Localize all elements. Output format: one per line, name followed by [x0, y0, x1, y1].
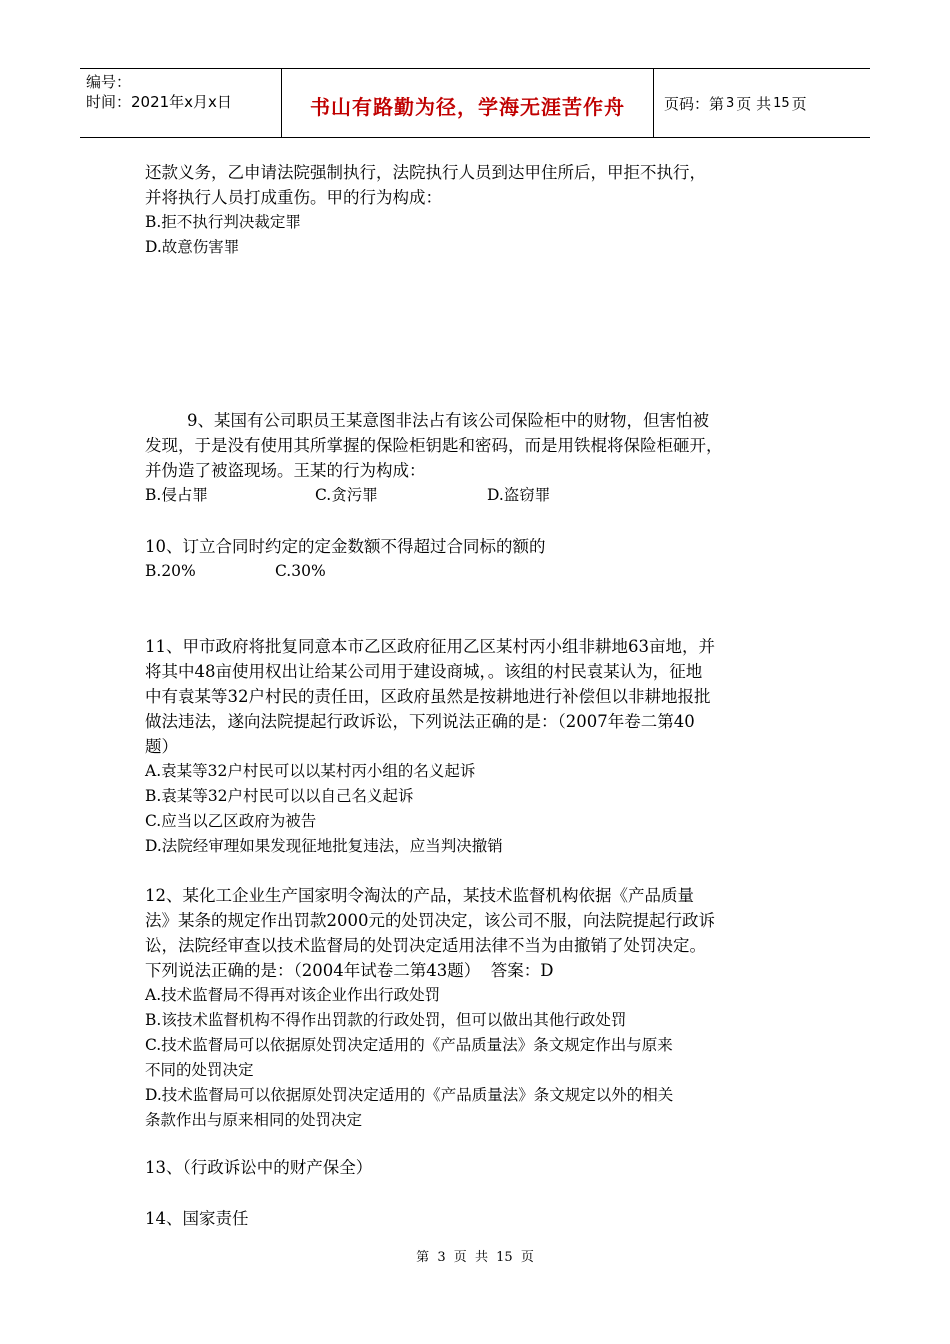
- question-12: [145, 883, 805, 1133]
- page-suffix: 页: [791, 94, 807, 113]
- question-9: [145, 408, 805, 508]
- option-line: D.故意伤害罪: [145, 238, 240, 256]
- text-line: 10、订立合同时约定的定金数额不得超过合同标的额的: [145, 537, 546, 556]
- text-line: 还款义务，乙申请法院强制执行，法院执行人员到达甲住所后，甲拒不执行，: [145, 163, 706, 182]
- option-line: C.技术监督局可以依据原处罚决定适用的《产品质量法》条文规定作出与原来: [145, 1036, 673, 1054]
- text-line: 13、（行政诉讼中的财产保全）: [145, 1158, 373, 1177]
- text-line: 并伪造了被盗现场。王某的行为构成：: [145, 461, 426, 480]
- option-d: D.盗窃罪: [487, 486, 551, 504]
- option-line: C.应当以乙区政府为被告: [145, 812, 317, 830]
- text-line: 9、某国有公司职员王某意图非法占有该公司保险柜中的财物，但害怕被: [145, 411, 709, 430]
- page-prefix: 页码：第: [664, 94, 725, 113]
- header-motto: 书山有路勤为径，学海无涯苦作舟: [310, 94, 625, 119]
- option-line: D.技术监督局可以依据原处罚决定适用的《产品质量法》条文规定以外的相关: [145, 1086, 674, 1104]
- option-b: B.20%: [145, 562, 196, 580]
- footer-total: 15: [496, 1250, 513, 1265]
- text-line: 中有袁某等32户村民的责任田，区政府虽然是按耕地进行补偿但以非耕地报批: [145, 687, 711, 706]
- text-line: 并将执行人员打成重伤。甲的行为构成：: [145, 188, 442, 207]
- footer-page-number: 3: [437, 1250, 446, 1265]
- option-line: 条款作出与原来相同的处罚决定: [145, 1111, 363, 1129]
- text-line: 12、某化工企业生产国家明令淘汰的产品，某技术监督机构依据《产品质量: [145, 886, 694, 905]
- option-c: C.贪污罪: [315, 486, 378, 504]
- page-header: [80, 68, 870, 138]
- option-line: A.袁某等32户村民可以以某村丙小组的名义起诉: [145, 762, 476, 780]
- text-line: 14、国家责任: [145, 1209, 249, 1228]
- time-label: 时间：2021年x月x日: [86, 93, 232, 111]
- option-c: C.30%: [275, 562, 326, 580]
- header-page-info: [654, 69, 870, 137]
- page-mid: 页 共: [736, 94, 772, 113]
- number-label: 编号：: [86, 73, 132, 91]
- footer-suffix: 页: [520, 1250, 534, 1265]
- page-number: 3: [726, 95, 735, 111]
- question-11: [145, 634, 805, 859]
- text-line: 发现，于是没有使用其所掌握的保险柜钥匙和密码，而是用铁棍将保险柜砸开，: [145, 436, 723, 455]
- text-line: 讼，法院经审查以技术监督局的处罚决定适用法律不当为由撤销了处罚决定。: [145, 936, 706, 955]
- question-14: [145, 1206, 805, 1231]
- text-line: 做法违法，遂向法院提起行政诉讼，下列说法正确的是：（2007年卷二第40: [145, 712, 695, 731]
- text-line: 题）: [145, 737, 178, 756]
- option-line: B.袁某等32户村民可以以自己名义起诉: [145, 787, 414, 805]
- question-10: [145, 534, 805, 584]
- footer-prefix: 第: [416, 1250, 430, 1265]
- options-row: [145, 483, 805, 508]
- text-line: 法》某条的规定作出罚款2000元的处罚决定，该公司不服，向法院提起行政诉: [145, 911, 715, 930]
- text-line: 下列说法正确的是：（2004年试卷二第43题） 答案：D: [145, 961, 554, 980]
- option-line: A.技术监督局不得再对该企业作出行政处罚: [145, 986, 441, 1004]
- header-meta: [80, 69, 282, 137]
- option-line: 不同的处罚决定: [145, 1061, 254, 1079]
- option-line: D.法院经审理如果发现征地批复违法，应当判决撤销: [145, 837, 503, 855]
- option-b: B.侵占罪: [145, 486, 208, 504]
- option-line: B.拒不执行判决裁定罪: [145, 213, 301, 231]
- page-footer: [0, 1246, 950, 1265]
- option-line: B.该技术监督机构不得作出罚款的行政处罚，但可以做出其他行政处罚: [145, 1011, 627, 1029]
- footer-mid: 页 共: [453, 1250, 488, 1265]
- text-line: 11、甲市政府将批复同意本市乙区政府征用乙区某村丙小组非耕地63亩地，并: [145, 637, 715, 656]
- question-13: [145, 1155, 805, 1180]
- page-total: 15: [773, 95, 790, 111]
- header-motto-cell: [282, 69, 654, 137]
- text-line: 将其中48亩使用权出让给某公司用于建设商城，。该组的村民袁某认为，征地: [145, 662, 703, 681]
- options-row: [145, 559, 805, 584]
- question-8: [145, 160, 805, 260]
